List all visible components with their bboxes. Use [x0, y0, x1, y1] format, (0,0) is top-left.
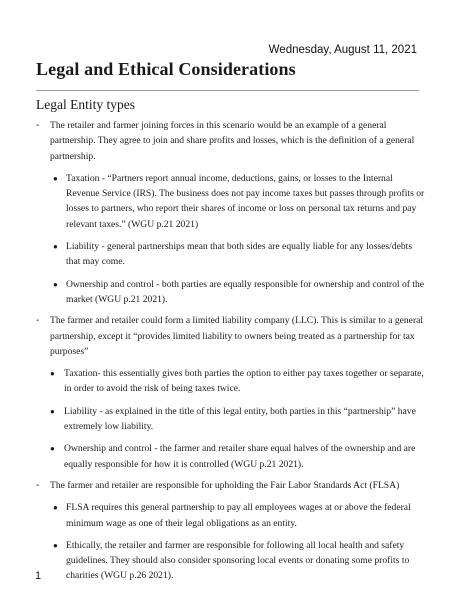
- dash-marker: -: [36, 120, 40, 131]
- bullet-dot-icon: ●: [53, 173, 58, 183]
- bullet-dot-icon: ●: [50, 444, 55, 454]
- bullet-item: [36, 500, 426, 531]
- paragraph-text: The farmer and retailer are responsible for upholding the Fair Labor Standards Act (FLSA): [50, 479, 400, 491]
- bullet-dot-icon: ●: [53, 503, 58, 513]
- bullet-dot-icon: ●: [50, 369, 55, 379]
- bullet-dot-icon: ●: [53, 242, 58, 252]
- page-number: 1: [35, 570, 42, 582]
- bullet-dot-icon: ●: [50, 406, 55, 416]
- dash-marker: -: [36, 315, 40, 327]
- bullet-text: Liability - general partnerships mean that both sides are equally liable for any losses/debts that may come.: [66, 241, 413, 268]
- header-date: Wednesday, August 11, 2021: [268, 44, 417, 56]
- bullet-text: Taxation - “Partners report annual income, deductions, gains, or losses to the Internal Revenue Service (IRS). The business does not pay income taxes but passes through profits or losses to partners, who report their shares of income or loss on personal tax returns and pay relevant taxes.” (WGU p.21 2021): [66, 172, 425, 230]
- bullet-text: FLSA requires this general partnership to pay all employees wages at or above the federal minimum wage as one of their legal obligations as an entity.: [66, 502, 411, 529]
- dash-paragraph: [36, 478, 426, 493]
- document-title: Legal and Ethical Considerations: [36, 59, 296, 79]
- bullet-text: Ownership and control - the farmer and retailer share equal halves of the ownership and are equally responsible for how it is controlled (WGU p.21 2021).: [64, 443, 416, 470]
- bullet-item: [36, 366, 426, 397]
- bullet-text: Ownership and control - both parties are equally responsible for ownership and control of the market (WGU p.21 2021).: [66, 278, 425, 305]
- paragraph-text: The farmer and retailer could form a limited liability company (LLC). This is similar to a general partnership, except it “provides limited liability to owners being treated as a partnership for tax purposes”: [50, 315, 424, 357]
- bullet-item: [36, 277, 426, 308]
- dash-marker: -: [36, 479, 40, 491]
- bullet-item: [36, 239, 426, 270]
- bullet-item: [36, 441, 426, 472]
- paragraph-text: The retailer and farmer joining forces in this scenario would be an example of a general partnership. They agree to join and share profits and losses, which is the definition of a general partnership.: [50, 120, 415, 162]
- bullet-item: [36, 404, 426, 435]
- bullet-text: Ethically, the retailer and farmer are responsible for following all local health and safety guidelines. They should also consider sponsoring local events or donating some profits to charities (WGU p.26 2021).: [66, 539, 410, 582]
- bullet-text: Taxation- this essentially gives both parties the option to either pay taxes together or separate, in order to avoid the risk of being taxes twice.: [64, 368, 424, 395]
- bullet-item: [36, 171, 426, 232]
- title-divider: [36, 90, 419, 91]
- bullet-item: [36, 538, 426, 584]
- bullet-text: Liability - as explained in the title of this legal entity, both parties in this “partnership” have extremely low liability.: [64, 405, 416, 433]
- bullet-dot-icon: ●: [53, 540, 58, 550]
- bullet-dot-icon: ●: [53, 279, 58, 289]
- section-heading: Legal Entity types: [36, 97, 135, 112]
- dash-paragraph: [36, 313, 426, 359]
- dash-paragraph: [36, 118, 426, 164]
- document-body: [36, 112, 426, 584]
